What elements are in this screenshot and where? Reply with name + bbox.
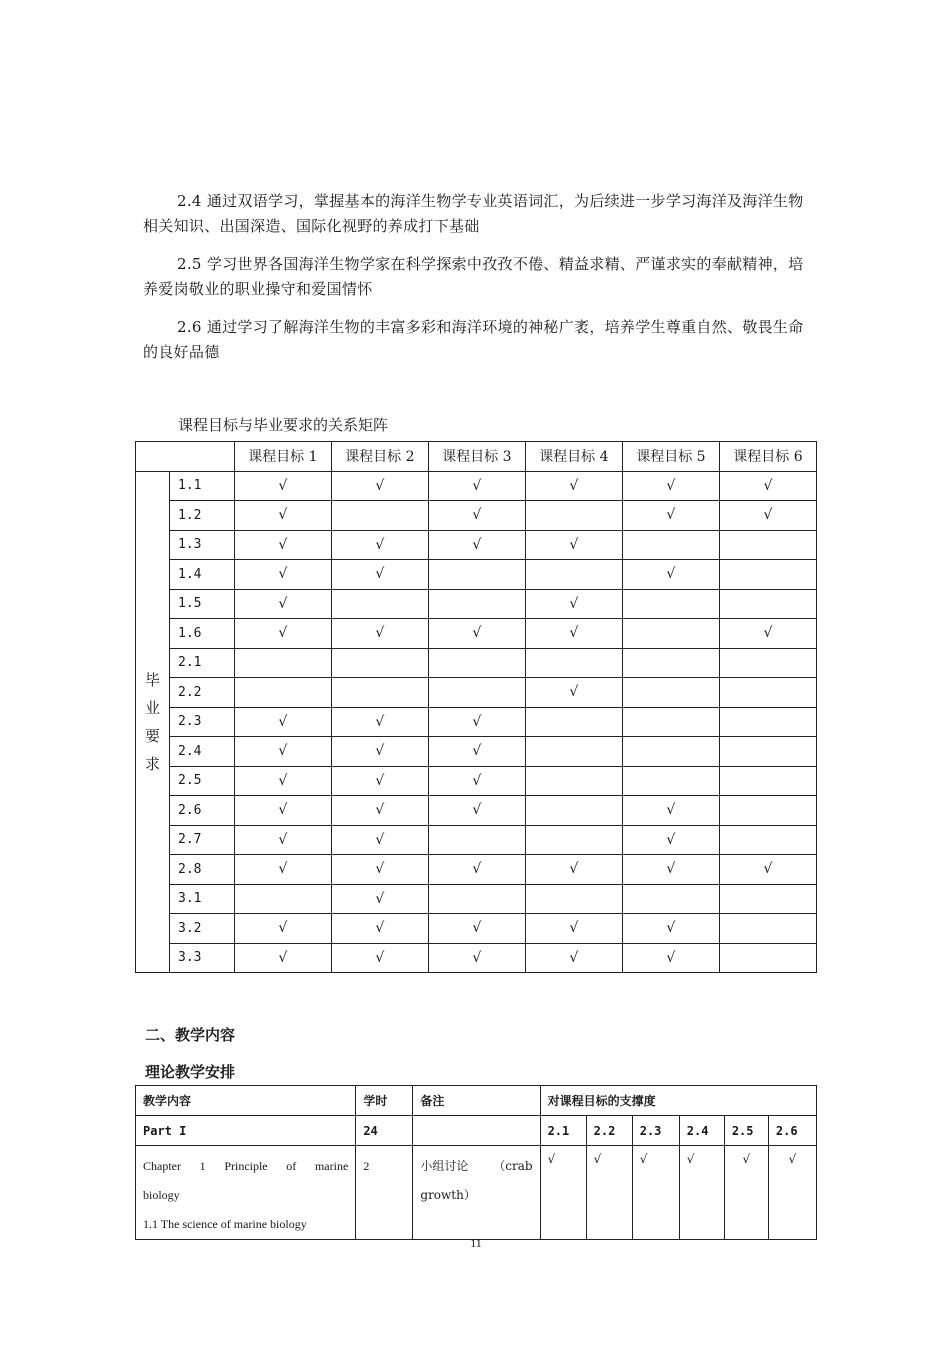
matrix-check-cell: √ [525,530,622,560]
matrix-check-cell: √ [428,530,525,560]
matrix-check-cell [428,825,525,855]
header-notes: 备注 [413,1086,540,1116]
matrix-column-header: 课程目标 1 [234,442,331,472]
chapter-title-line2: biology [143,1188,180,1202]
matrix-check-cell: √ [331,560,428,590]
requirement-id: 2.6 [170,796,235,826]
part-row [136,1116,817,1146]
support-mark: √ [768,1146,816,1240]
support-mark: √ [540,1146,586,1240]
support-mark: √ [724,1146,768,1240]
matrix-check-cell: √ [525,914,622,944]
requirement-id: 3.2 [170,914,235,944]
matrix-check-cell [525,707,622,737]
matrix-row [136,530,817,560]
matrix-check-cell: √ [622,855,719,885]
matrix-check-cell [525,766,622,796]
matrix-row [136,707,817,737]
matrix-check-cell: √ [622,501,719,531]
matrix-check-cell: √ [331,707,428,737]
chapter-notes-cell [413,1146,540,1240]
matrix-check-cell: √ [428,619,525,649]
target-label: 2.2 [586,1116,632,1146]
matrix-check-cell [622,884,719,914]
matrix-check-cell: √ [428,943,525,973]
matrix-check-cell [719,914,816,944]
matrix-check-cell: √ [234,619,331,649]
matrix-check-cell [525,648,622,678]
chapter-note-line2: growth） [420,1188,476,1202]
matrix-check-cell [719,589,816,619]
matrix-check-cell [719,737,816,767]
matrix-check-cell [525,796,622,826]
header-support: 对课程目标的支撑度 [540,1086,816,1116]
matrix-check-cell [234,648,331,678]
matrix-check-cell: √ [525,678,622,708]
teaching-content-table [135,1085,817,1240]
matrix-check-cell: √ [331,530,428,560]
chapter-word: of [286,1159,297,1173]
matrix-row [136,796,817,826]
matrix-check-cell [331,589,428,619]
matrix-check-cell: √ [428,855,525,885]
chapter-word: marine [314,1159,349,1173]
matrix-check-cell [525,884,622,914]
matrix-check-cell [719,943,816,973]
matrix-column-header: 课程目标 4 [525,442,622,472]
matrix-check-cell [331,678,428,708]
matrix-check-cell [428,678,525,708]
matrix-check-cell: √ [719,855,816,885]
requirement-id: 2.8 [170,855,235,885]
matrix-check-cell [622,707,719,737]
requirement-id: 2.4 [170,737,235,767]
content-header-row [136,1086,817,1116]
chapter-word: Chapter [143,1159,181,1173]
matrix-check-cell: √ [428,766,525,796]
paragraph-objective-2-4: 2.4 通过双语学习，掌握基本的海洋生物学专业英语词汇，为后续进一步学习海洋及海洋生物相关知识、出国深造、国际化视野的养成打下基础 [143,192,804,235]
matrix-check-cell [719,560,816,590]
chapter-word: 1 [199,1159,206,1173]
graduation-requirement-label [136,471,170,973]
matrix-check-cell [428,884,525,914]
matrix-header-row [136,442,817,472]
target-label: 2.3 [632,1116,679,1146]
matrix-check-cell [622,530,719,560]
matrix-check-cell [428,648,525,678]
requirement-id: 1.1 [170,471,235,501]
target-label: 2.5 [724,1116,768,1146]
matrix-row [136,471,817,501]
matrix-row [136,501,817,531]
matrix-row [136,855,817,885]
matrix-check-cell [719,707,816,737]
matrix-check-cell: √ [428,914,525,944]
matrix-check-cell: √ [234,589,331,619]
graduation-requirement-text: 毕业要求 [145,670,161,773]
matrix-check-cell [719,796,816,826]
requirement-id: 2.2 [170,678,235,708]
target-label: 2.6 [768,1116,816,1146]
chapter-word: Principle [224,1159,268,1173]
part-hours: 24 [356,1116,413,1146]
matrix-check-cell [622,648,719,678]
support-mark: √ [586,1146,632,1240]
matrix-check-cell: √ [428,796,525,826]
matrix-check-cell: √ [234,530,331,560]
matrix-check-cell [525,560,622,590]
matrix-row [136,560,817,590]
matrix-check-cell: √ [331,943,428,973]
matrix-row [136,825,817,855]
matrix-check-cell [719,530,816,560]
matrix-check-cell: √ [234,471,331,501]
header-content: 教学内容 [136,1086,356,1116]
section-subheading: 理论教学安排 [145,1063,236,1081]
matrix-check-cell: √ [525,855,622,885]
matrix-check-cell [525,501,622,531]
matrix-row [136,943,817,973]
matrix-check-cell: √ [234,560,331,590]
matrix-check-cell: √ [331,855,428,885]
matrix-check-cell: √ [234,855,331,885]
support-mark: √ [632,1146,679,1240]
matrix-check-cell: √ [525,619,622,649]
matrix-check-cell [428,589,525,619]
target-label: 2.4 [679,1116,724,1146]
matrix-check-cell: √ [331,914,428,944]
header-hours: 学时 [356,1086,413,1116]
matrix-check-cell: √ [234,914,331,944]
matrix-check-cell: √ [525,943,622,973]
matrix-row [136,884,817,914]
matrix-check-cell: √ [622,825,719,855]
chapter-hours: 2 [356,1146,413,1240]
matrix-check-cell: √ [331,796,428,826]
matrix-check-cell: √ [719,471,816,501]
chapter-title-line1 [143,1152,348,1181]
matrix-corner-cell [136,442,235,472]
matrix-column-header: 课程目标 5 [622,442,719,472]
chapter-note-word: 小组讨论 [420,1159,469,1173]
matrix-check-cell [331,648,428,678]
matrix-check-cell [719,825,816,855]
requirement-id: 1.5 [170,589,235,619]
requirement-id: 1.4 [170,560,235,590]
target-label: 2.1 [540,1116,586,1146]
matrix-check-cell: √ [719,501,816,531]
requirement-id: 2.7 [170,825,235,855]
requirement-id: 1.6 [170,619,235,649]
chapter-note-word: （crab [493,1159,533,1173]
matrix-row [136,619,817,649]
paragraph-objective-2-5: 2.5 学习世界各国海洋生物学家在科学探索中孜孜不倦、精益求精、严谨求实的奉献精神，培养爱岗敬业的职业操守和爱国情怀 [143,255,804,298]
matrix-check-cell [719,648,816,678]
matrix-row [136,914,817,944]
matrix-check-cell [622,589,719,619]
page-number: 11 [470,1236,482,1250]
matrix-column-header: 课程目标 3 [428,442,525,472]
part-notes [413,1116,540,1146]
matrix-check-cell: √ [331,825,428,855]
matrix-check-cell [719,678,816,708]
matrix-row [136,678,817,708]
matrix-check-cell: √ [234,501,331,531]
matrix-check-cell: √ [428,501,525,531]
matrix-check-cell [622,737,719,767]
requirement-id: 2.3 [170,707,235,737]
matrix-check-cell: √ [331,619,428,649]
chapter-row [136,1146,817,1240]
matrix-check-cell [525,825,622,855]
matrix-check-cell: √ [622,914,719,944]
matrix-check-cell: √ [622,471,719,501]
matrix-check-cell [525,737,622,767]
chapter-section-line: 1.1 The science of marine biology [143,1217,307,1231]
matrix-row [136,589,817,619]
requirement-id: 1.3 [170,530,235,560]
matrix-check-cell: √ [234,766,331,796]
section-heading: 二、教学内容 [145,1026,236,1044]
matrix-check-cell [622,678,719,708]
matrix-check-cell: √ [234,707,331,737]
requirement-id: 1.2 [170,501,235,531]
matrix-check-cell [622,619,719,649]
matrix-check-cell: √ [234,737,331,767]
matrix-check-cell: √ [331,737,428,767]
support-mark: √ [679,1146,724,1240]
matrix-check-cell: √ [234,943,331,973]
relationship-matrix-table [135,441,817,973]
matrix-row [136,737,817,767]
matrix-check-cell: √ [622,560,719,590]
matrix-check-cell: √ [428,471,525,501]
requirement-id: 3.3 [170,943,235,973]
matrix-check-cell [719,884,816,914]
matrix-check-cell [428,560,525,590]
matrix-row [136,648,817,678]
part-label: Part I [136,1116,356,1146]
chapter-title-cell [136,1146,356,1240]
matrix-check-cell [331,501,428,531]
matrix-check-cell: √ [525,471,622,501]
requirement-id: 3.1 [170,884,235,914]
matrix-check-cell: √ [719,619,816,649]
matrix-column-header: 课程目标 6 [719,442,816,472]
chapter-note-line1 [420,1152,532,1181]
requirement-id: 2.5 [170,766,235,796]
matrix-check-cell: √ [331,766,428,796]
requirement-id: 2.1 [170,648,235,678]
matrix-check-cell [234,678,331,708]
matrix-check-cell: √ [622,943,719,973]
matrix-check-cell [622,766,719,796]
matrix-check-cell: √ [331,884,428,914]
matrix-check-cell [234,884,331,914]
matrix-check-cell: √ [428,707,525,737]
matrix-check-cell: √ [622,796,719,826]
matrix-check-cell: √ [234,825,331,855]
paragraph-objective-2-6: 2.6 通过学习了解海洋生物的丰富多彩和海洋环境的神秘广袤，培养学生尊重自然、敬畏生命的良好品德 [143,318,804,361]
matrix-check-cell: √ [428,737,525,767]
matrix-row [136,766,817,796]
matrix-check-cell: √ [331,471,428,501]
matrix-check-cell: √ [525,589,622,619]
matrix-check-cell: √ [234,796,331,826]
matrix-check-cell [719,766,816,796]
matrix-caption: 课程目标与毕业要求的关系矩阵 [178,416,389,434]
matrix-column-header: 课程目标 2 [331,442,428,472]
